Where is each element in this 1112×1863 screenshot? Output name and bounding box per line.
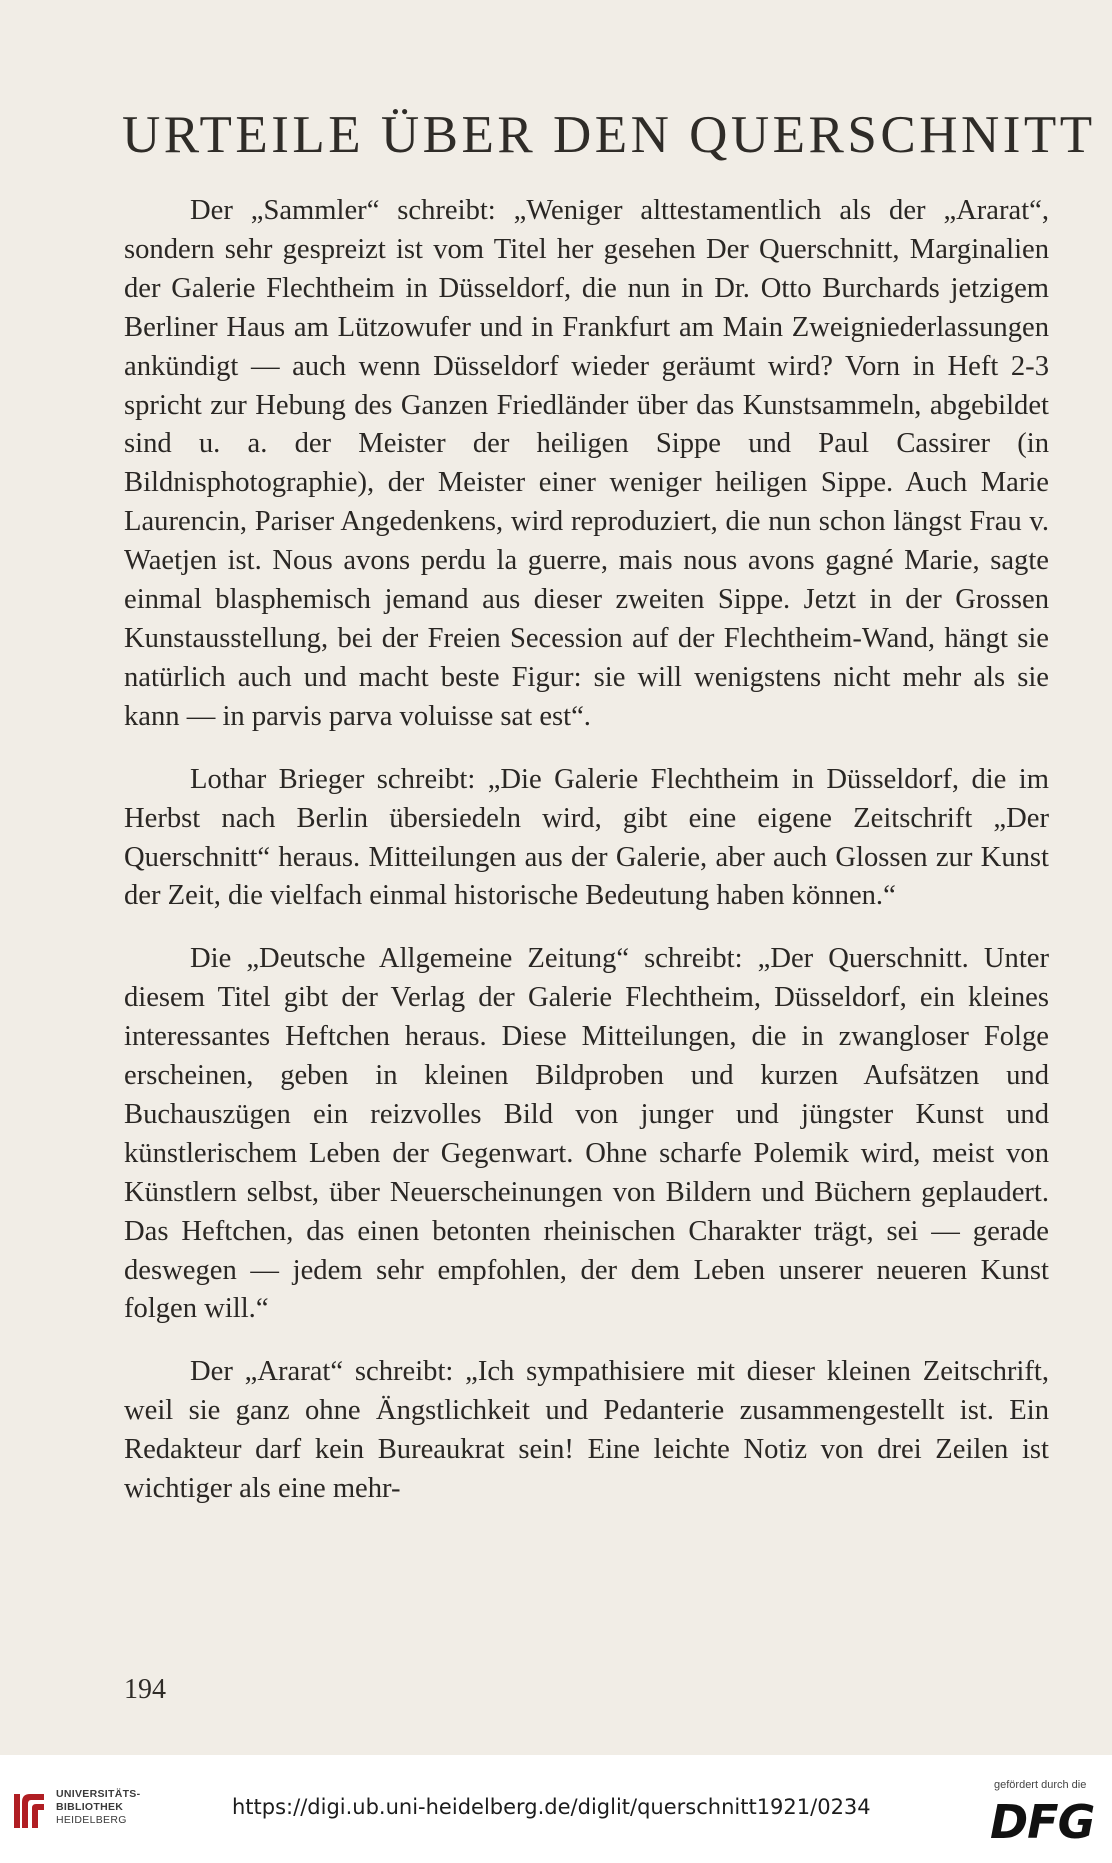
library-name (56, 1788, 140, 1827)
library-name-line: BIBLIOTHEK (56, 1801, 124, 1813)
viewer-footer (0, 1755, 1112, 1863)
page-number: 194 (124, 1674, 166, 1705)
article-body (124, 192, 1049, 1509)
funder-label: gefördert durch die (994, 1779, 1087, 1791)
paragraph: Der „Ararat“ schreibt: „Ich sympathisiere mit dieser kleinen Zeitschrift, weil sie ganz ohne Ängstlichkeit und Pedanterie zusammengestellt ist. Ein Redakteur darf kein Bureaukrat sein! Eine leichte Notiz von drei Zeilen ist wichtiger als eine mehr- (124, 1356, 1049, 1505)
paragraph: Die „Deutsche Allgemeine Zeitung“ schreibt: „Der Querschnitt. Unter diesem Titel gibt der Verlag der Galerie Flechtheim, Düsseldorf, ein kleines interessantes Heftchen heraus. Diese Mitteilungen, die in zwangloser Folge erscheinen, geben in kleinen Bildproben und kurzen Aufsätzen und Buchauszügen ein reizvolles Bild von junger und jüngster Kunst und künstlerischem Leben der Gegenwart. Ohne scharfe Polemik wird, meist von Künstlern selbst, über Neuerscheinungen von Bildern und Büchern geplaudert. Das Heftchen, das einen betonten rheinischen Charakter trägt, sei — gerade deswegen — jedem sehr empfohlen, der dem Leben unserer neueren Kunst folgen will.“ (124, 943, 1049, 1325)
dfg-logo: DFG (990, 1795, 1095, 1849)
library-name-line: HEIDELBERG (56, 1814, 127, 1826)
paragraph: Der „Sammler“ schreibt: „Weniger alttestamentlich als der „Ararat“, sondern sehr gespreizt ist vom Titel her gesehen Der Querschnitt, Marginalien der Galerie Flechtheim in Düsseldorf, die nun in Dr. Otto Burchards jetzigem Berliner Haus am Lützowufer und in Frankfurt am Main Zweigniederlassungen ankündigt — auch wenn Düsseldorf wieder geräumt wird? Vorn in Heft 2-3 spricht zur Hebung des Ganzen Friedländer über das Kunstsammeln, abgebildet sind u. a. der Meister der heiligen Sippe und Paul Cassirer (in Bildnisphotographie), der Meister einer weniger heiligen Sippe. Auch Marie Laurencin, Pariser Angedenkens, wird reproduziert, die nun schon längst Frau v. Waetjen ist. Nous avons perdu la guerre, mais nous avons gagné Marie, sagte einmal blasphemisch jemand aus dieser zweiten Sippe. Jetzt in der Grossen Kunstausstellung, bei der Freien Secession auf der Flechtheim-Wand, hängt sie natürlich auch und macht beste Figur: sie will wenigstens nicht mehr als sie kann — in parvis parva voluisse sat est“. (124, 195, 1049, 732)
library-name-line: UNIVERSITÄTS- (56, 1788, 141, 1800)
paragraph: Lothar Brieger schreibt: „Die Galerie Flechtheim in Düsseldorf, die im Herbst nach Berlin übersiedeln wird, gibt eine eigene Zeitschrift „Der Querschnitt“ heraus. Mitteilungen aus der Galerie, aber auch Glossen zur Kunst der Zeit, die vielfach einmal historische Bedeutung haben können.“ (124, 763, 1049, 912)
permalink-url[interactable]: https://digi.ub.uni-heidelberg.de/diglit/querschnitt1921/0234 (232, 1795, 871, 1819)
library-logo-icon (12, 1788, 48, 1832)
page-title: URTEILE ÜBER DEN QUERSCHNITT (122, 106, 1096, 164)
